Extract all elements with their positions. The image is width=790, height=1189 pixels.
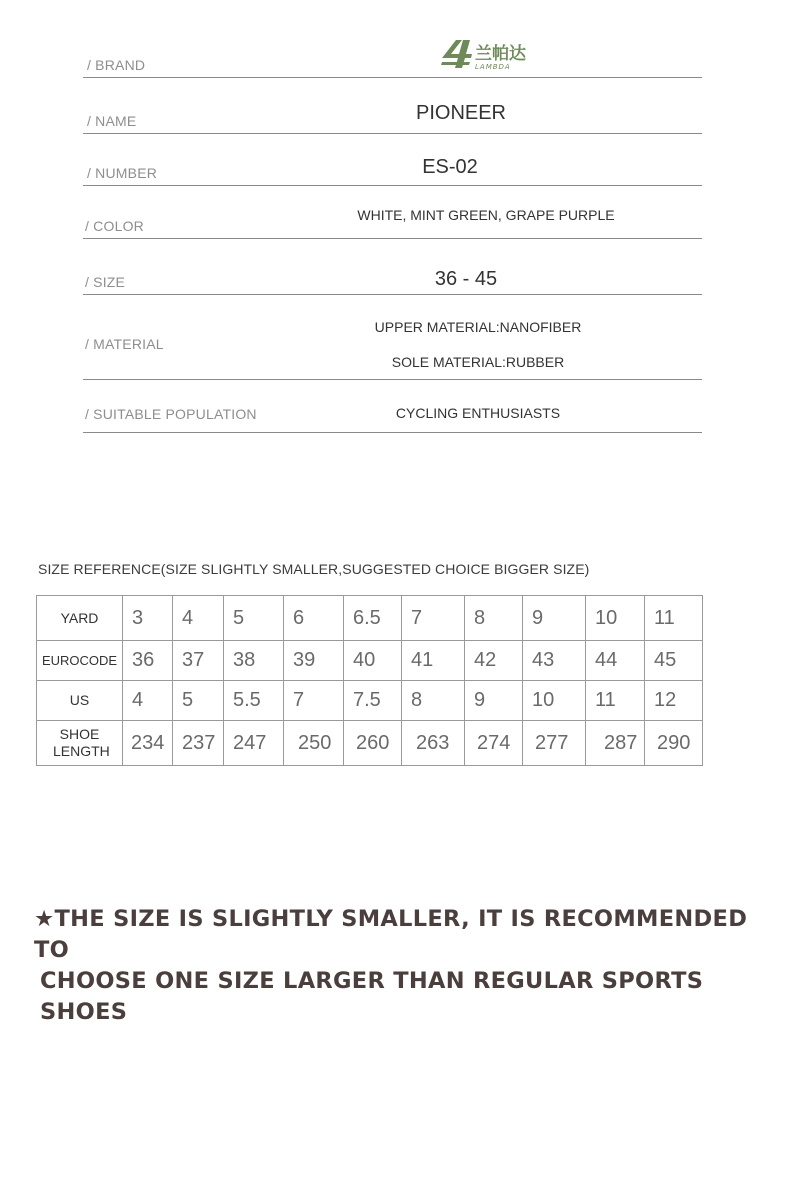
table-cell: 247 <box>224 721 284 766</box>
table-cell: 10 <box>523 681 586 721</box>
table-cell: 8 <box>465 596 523 641</box>
table-row-eurocode <box>37 641 703 681</box>
table-cell: 6 <box>284 596 344 641</box>
row-header: YARD <box>37 596 123 641</box>
logo-cn-text: 兰帕达 <box>475 44 526 64</box>
table-cell: 11 <box>586 681 645 721</box>
table-cell: 7 <box>284 681 344 721</box>
table-cell: 37 <box>173 641 224 681</box>
number-value: ES-02 <box>422 156 478 178</box>
note-line-1: THE SIZE IS SLIGHTLY SMALLER, IT IS RECOMMENDED TO <box>34 906 748 963</box>
size-recommendation-note <box>34 904 774 1028</box>
size-reference-title: SIZE REFERENCE(SIZE SLIGHTLY SMALLER,SUGGESTED CHOICE BIGGER SIZE) <box>38 561 590 577</box>
table-row-us <box>37 681 703 721</box>
table-cell: 10 <box>586 596 645 641</box>
table-cell: 45 <box>645 641 703 681</box>
material-sole: SOLE MATERIAL:RUBBER <box>391 354 565 370</box>
table-cell: 43 <box>523 641 586 681</box>
table-cell: 5.5 <box>224 681 284 721</box>
table-cell: 39 <box>284 641 344 681</box>
material-label: / MATERIAL <box>85 336 164 352</box>
table-cell: 237 <box>173 721 224 766</box>
table-cell: 260 <box>344 721 402 766</box>
table-cell: 44 <box>586 641 645 681</box>
table-cell: 41 <box>402 641 465 681</box>
table-cell: 287 <box>586 721 645 766</box>
table-cell: 234 <box>123 721 173 766</box>
material-upper: UPPER MATERIAL:NANOFIBER <box>374 319 582 335</box>
table-cell: 274 <box>465 721 523 766</box>
table-cell: 5 <box>173 681 224 721</box>
size-label: / SIZE <box>85 274 126 290</box>
table-cell: 250 <box>284 721 344 766</box>
brand-label: / BRAND <box>87 57 146 73</box>
row-header: US <box>37 681 123 721</box>
table-cell: 40 <box>344 641 402 681</box>
table-cell: 9 <box>523 596 586 641</box>
table-cell: 5 <box>224 596 284 641</box>
table-cell: 6.5 <box>344 596 402 641</box>
color-label: / COLOR <box>85 218 144 234</box>
color-value: WHITE, MINT GREEN, GRAPE PURPLE <box>357 207 615 223</box>
table-row-shoe-length <box>37 721 703 766</box>
number-label: / NUMBER <box>87 165 158 181</box>
table-cell: 42 <box>465 641 523 681</box>
brand-logo <box>333 36 623 77</box>
table-cell: 38 <box>224 641 284 681</box>
spec-row-color <box>83 186 702 239</box>
table-cell: 3 <box>123 596 173 641</box>
spec-row-population <box>83 380 702 433</box>
table-cell: 7 <box>402 596 465 641</box>
spec-row-number <box>83 134 702 186</box>
row-header: EUROCODE <box>37 641 123 681</box>
table-cell: 4 <box>123 681 173 721</box>
name-value: PIONEER <box>415 102 507 124</box>
row-header: SHOE LENGTH <box>37 721 123 766</box>
table-cell: 4 <box>173 596 224 641</box>
logo-en-text: LAMBDA <box>475 63 511 71</box>
population-value: CYCLING ENTHUSIASTS <box>395 405 561 421</box>
spec-row-size <box>83 239 702 295</box>
note-line-2: CHOOSE ONE SIZE LARGER THAN REGULAR SPORTS SHOES <box>40 968 704 1025</box>
size-table <box>36 595 703 766</box>
size-value: 36 - 45 <box>434 268 498 290</box>
lambda-logo-icon <box>438 38 538 72</box>
table-cell: 7.5 <box>344 681 402 721</box>
table-cell: 36 <box>123 641 173 681</box>
table-cell: 8 <box>402 681 465 721</box>
table-cell: 9 <box>465 681 523 721</box>
name-label: / NAME <box>87 113 137 129</box>
table-cell: 11 <box>645 596 703 641</box>
table-row-yard <box>37 596 703 641</box>
table-cell: 277 <box>523 721 586 766</box>
table-cell: 263 <box>402 721 465 766</box>
spec-row-material <box>83 295 702 380</box>
spec-row-brand <box>83 36 702 78</box>
star-icon: ★ <box>34 906 55 932</box>
population-label: / SUITABLE POPULATION <box>85 406 257 422</box>
spec-row-name <box>83 78 702 134</box>
table-cell: 290 <box>645 721 703 766</box>
table-cell: 12 <box>645 681 703 721</box>
